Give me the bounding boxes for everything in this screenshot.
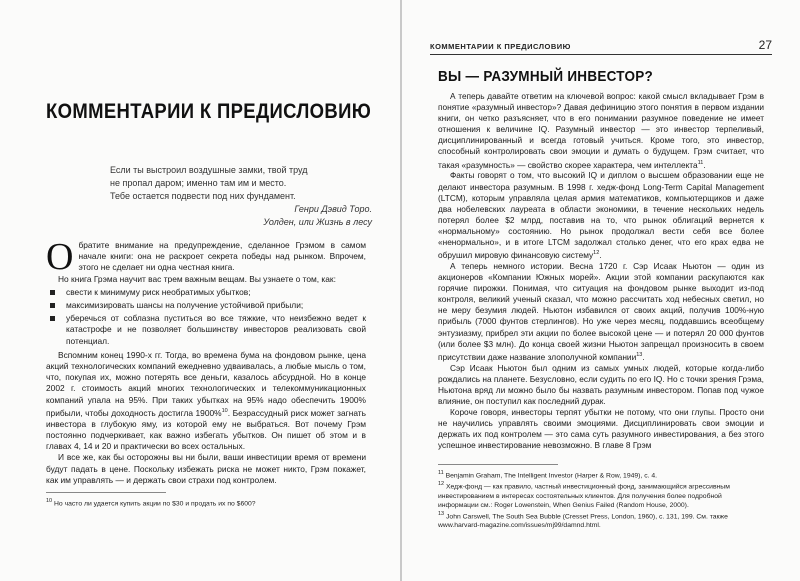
paragraph-text: Вспомним конец 1990-х гг. Тогда, во времена бума на фондовом рынке, цена акций технологических компаний ежедневно удваивалась, а любые мысль о том, что, покупая их, можно потерять все деньги, казалось абсурдной. Но в конце 2002 г. стоимость акций многих технологических и телекоммуникационных компаний упала на 95%. При таких убытках на 95% надо обеспечить 1900% прибыли, чтобы доходность достигла 1900% [46, 349, 366, 418]
paragraph-text: . [642, 351, 645, 362]
chapter-title: КОММЕНТАРИИ К ПРЕДИСЛОВИЮ [46, 100, 372, 123]
footnote [438, 480, 764, 509]
paragraph-text: Факты говорят о том, что высокий IQ и диплом о высшем образовании еще не делают инвестора разумным. В 1998 г. хедж-фонд Long-Term Capital Management (LTCM), которым управляла целая армия математиков, компьютерщиков и даже два нобелевских лауреата в области экономики, в течение нескольких недель потерял более $2 млрд, поставив на то, что рынок облигаций вернется к «нормальному» состоянию. Но рынок продолжал вести себя все более «ненормально», и в итоге LTCM задолжал столько денег, что его крах едва не обрушил мировую финансовую систему [438, 170, 764, 260]
bullet-item [46, 300, 366, 311]
paragraph-text: А теперь немного истории. Весна 1720 г. Сэр Исаак Ньютон — один из акционеров «Компании Южных морей». Акции этой компании раскупаются как горячие пирожки. Понимая, что ситуация на фондовом рынке выходит из-под контроля, великий ученый сказал, что можно рассчитать ход небесных светил, но не меру безумия людей. Ньютон избавился от своих акций, получив 100%-ную прибыль (7000 фунтов стерлингов). Но уже через месяц, поддавшись всеобщему энтузиазму, прибрел эти акции по более высокой цене — и потерял 20 000 фунтов (или более $3 млн). До конца своей жизни Ньютон запрещал произносить в своем присутствии даже название злополучной компании [438, 260, 764, 362]
body-paragraph: Короче говоря, инвесторы терпят убытки не потому, что они глупы. Просто они не научились управлять своими эмоциями. Дисциплинировать свои эмоции и держать их под контролем — это сама суть разумного инвестирования, а без этого успешное инвестирование невозможно. В главе 8 Грэм [438, 406, 764, 451]
body-paragraph [438, 170, 764, 261]
bullet-text: свести к минимуму риск необратимых убытков; [66, 286, 251, 297]
footnote-number: 10 [46, 498, 53, 505]
paragraph-text: А теперь давайте ответим на ключевой вопрос: какой смысл вкладывает Грэм в понятие «разумный инвестор»? Давая дефиницию этого понятия в первом издании книги, он четко разъясняет, что в его понимании разумное поведение не имеет отношения к величине IQ. Разумный инвестор — это инвестор терпеливый, дисциплинированный и всегда готовый учиться. Кроме того, это инвестор, способный контролировать свои эмоции и думать о будущем. Грэм считает, что такая «разумность» — свойство скорее характера, чем интеллекта [438, 91, 764, 170]
footnote [46, 497, 366, 508]
body-paragraph: Сэр Исаак Ньютон был одним из самых умных людей, которые когда-либо рождались на планете. Безусловно, если судить по его IQ. Но с точки зрения Грэма, Ньютона вряд ли можно было бы назвать разумным инвестором. Попав под чужое влияние, он поступил как последний дурак. [438, 362, 764, 406]
footnote-text: Benjamin Graham, The Intelligent Investor (Harper & Row, 1949), с. 4. [443, 472, 658, 480]
bullet-list [46, 287, 366, 347]
paragraph-text: . [599, 249, 602, 260]
footnote-text: Но часто ли удается купить акции по $30 и продать их по $600? [52, 500, 256, 508]
paragraph-text: . [703, 159, 706, 170]
bullet-square-icon [50, 303, 55, 308]
footnote-number: 13 [438, 510, 445, 517]
left-body [46, 236, 366, 508]
paragraph-text: . Безрассудный риск может загнать инвестора в глубокую яму, из которой ему не выбраться. Вот почему Грэм постоянно подчеркивает, как важно избегать убытков. Он пишет об этом и в главах 4, 14 и 20 и практически во всех остальных. [46, 407, 366, 452]
footnote-number: 11 [438, 470, 444, 476]
epigraph [110, 164, 372, 229]
intro-block [46, 236, 366, 278]
body-paragraph [438, 261, 764, 363]
running-header [430, 40, 772, 55]
bullet-item [46, 313, 366, 347]
bullet-item [46, 287, 366, 298]
epigraph-line: не пропал даром; именно там им и место. [110, 178, 287, 188]
footnote-text: Хедж-фонд — как правило, частный инвестиционный фонд, занимающийся агрессивным инвестированием в интересах состоятельных клиентов. Для получения более подробной информации см.: Roger Lowenstein, When Genius Failed (Random House, 2000). [438, 483, 730, 509]
footnotes [438, 458, 764, 530]
footnote [438, 510, 764, 530]
epigraph-line: Если ты выстроил воздушные замки, твой труд [110, 165, 308, 175]
footnote-ref[interactable]: 13 [636, 351, 643, 358]
section-title: ВЫ — РАЗУМНЫЙ ИНВЕСТОР? [438, 68, 654, 85]
footnote-number: 12 [438, 481, 445, 488]
bullet-square-icon [50, 316, 55, 321]
footnote-ref[interactable]: 11 [697, 159, 704, 166]
bullet-text: уберечься от соблазна пуститься во все тяжкие, что неизбежно ведет к катастрофе и не позволяет большинству инвесторов реализовать свой потенциал. [66, 313, 366, 346]
drop-cap: О [46, 236, 74, 278]
lead-in-paragraph: Но книга Грэма научит вас трем важным вещам. Вы узнаете о том, как: [58, 273, 336, 284]
epigraph-line: Тебе остается подвести под них фундамент. [110, 191, 296, 201]
footnote-ref[interactable]: 12 [593, 250, 600, 257]
page-number: 27 [758, 38, 772, 52]
body-paragraph [438, 91, 764, 170]
right-body [438, 91, 764, 451]
bullet-text: максимизировать шансы на получение устойчивой прибыли; [66, 300, 304, 311]
body-paragraph: И все же, как бы осторожны вы ни были, ваши инвестиции время от времени будут падать в цене. Поскольку избежать риска не может никто, Грэм покажет, как им управлять — и держать свои страхи под контролем. [46, 452, 366, 485]
footnote-divider [438, 464, 558, 465]
footnote-ref[interactable]: 10 [221, 407, 228, 414]
running-title: КОММЕНТАРИИ К ПРЕДИСЛОВИЮ [430, 42, 571, 51]
footnote-divider [46, 492, 166, 493]
epigraph-source: Уолден, или Жизнь в лесу [263, 217, 372, 227]
footnote [438, 469, 764, 480]
intro-paragraph: братите внимание на предупреждение, сделанное Грэмом в самом начале книги: она не раскроет секрета победы над рынком. Впрочем, этого не сделает ни одна честная книга. [78, 240, 366, 273]
body-paragraph [46, 350, 366, 453]
bullet-square-icon [50, 290, 55, 295]
right-page [402, 0, 800, 581]
epigraph-author: Генри Дэвид Торо. [294, 204, 372, 214]
footnote-text: John Carswell, The South Sea Bubble (Cresset Press, London, 1960), с. 131, 199. См. также www.harvard-magazine.com/issues/mj99/damnd.html. [438, 512, 728, 529]
